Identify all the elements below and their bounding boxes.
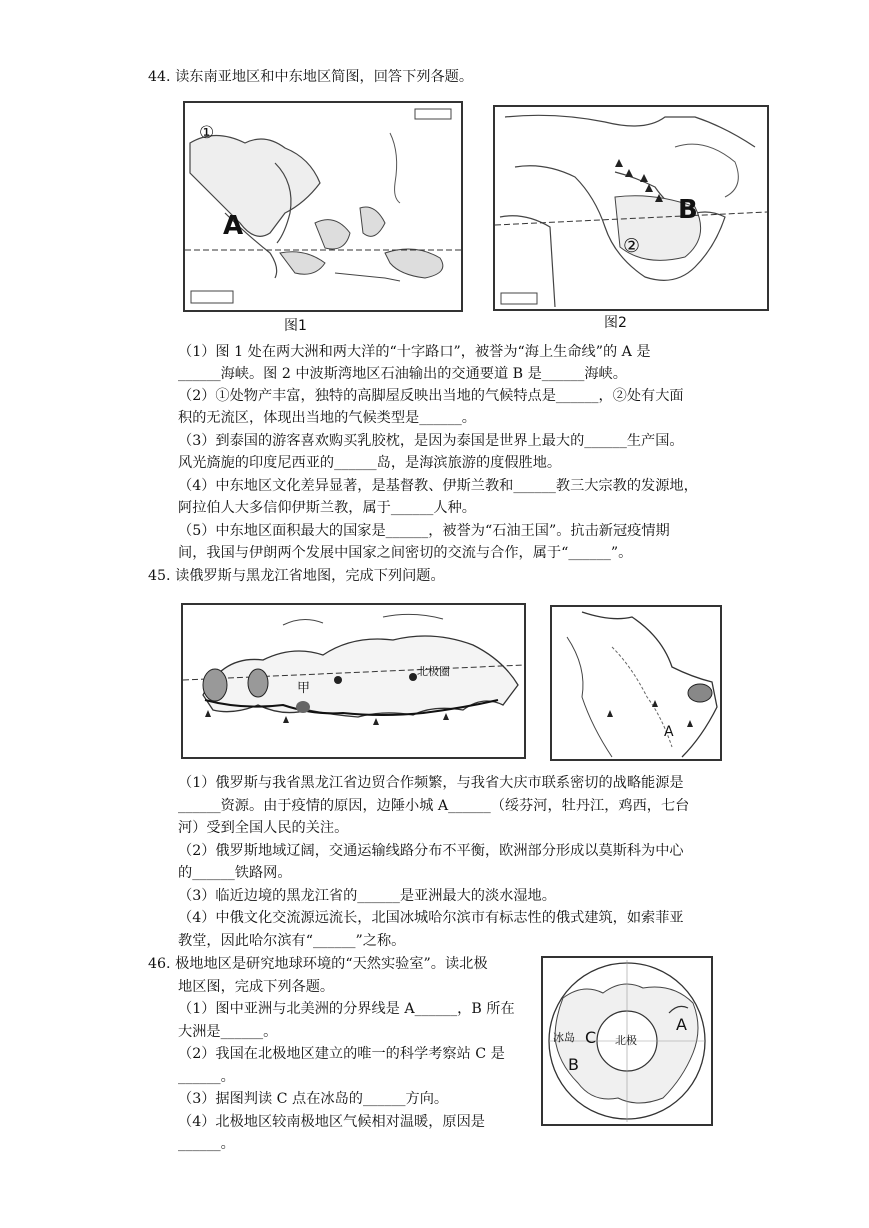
q46-line: （3）据图判读 C 点在冰岛的______方向。 [178,1091,449,1107]
russia-map-drawing [183,605,524,757]
q44-line: （2）①处物产丰富，独特的高脚屋反映出当地的气候特点是______，②处有大面 [178,388,684,404]
point-b-label: B [568,1055,579,1074]
q44-line: 积的无流区，体现出当地的气候类型是______。 [178,410,476,426]
iceland-label: 冰岛 [553,1031,575,1044]
q45-line: （1）俄罗斯与我省黑龙江省边贸合作频繁，与我省大庆市联系密切的战略能源是 [178,775,684,791]
q45-line: （3）临近边境的黑龙江省的______是亚洲最大的淡水湿地。 [178,888,556,904]
southeast-asia-map-drawing [185,103,461,310]
point-a-label: A [676,1015,687,1034]
q46-line: 大洲是______。 [178,1024,278,1040]
jia-label: 甲 [297,681,311,696]
southeast-asia-map [183,101,463,312]
north-pole-label: 北极 [615,1034,637,1047]
q45-line: （4）中俄文化交流源远流长，北国冰城哈尔滨市有标志性的俄式建筑，如索菲亚 [178,910,684,926]
point-a-label: A [223,211,244,241]
figure-1-caption: 图1 [284,318,307,334]
arctic-map [541,956,713,1126]
q45-line: 教堂，因此哈尔滨有“______”之称。 [178,933,406,949]
q44-line: 风光旖旎的印度尼西亚的______岛，是海滨旅游的度假胜地。 [178,455,562,471]
figure-2-caption: 图2 [604,315,627,331]
q44-line: （4）中东地区文化差异显著，是基督教、伊斯兰教和______教三大宗教的发源地， [178,478,698,494]
q46-line: ______。 [178,1069,235,1085]
region-1-label: ① [199,123,215,143]
q45-line: 河）受到全国人民的关注。 [178,820,349,836]
q46-line: （2）我国在北极地区建立的唯一的科学考察站 C 是 [178,1046,505,1062]
russia-map [181,603,526,759]
heilongjiang-map [550,605,722,761]
q44-line: （1）图 1 处在两大洲和两大洋的“十字路口”，被誉为“海上生命线”的 A 是 [178,344,651,360]
q46-line: ______。 [178,1136,235,1152]
q44-line: （3）到泰国的游客喜欢购买乳胶枕，是因为泰国是世界上最大的______生产国。 [178,433,684,449]
q45-stem: 45. 读俄罗斯与黑龙江省地图，完成下列问题。 [148,568,445,584]
q45-line: （2）俄罗斯地域辽阔，交通运输线路分布不平衡，欧洲部分形成以莫斯科为中心 [178,843,684,859]
q46-stem: 46. 极地地区是研究地球环境的“天然实验室”。读北极 [148,956,488,972]
strait-b-label: B [678,195,698,225]
q44-line: （5）中东地区面积最大的国家是______，被誉为“石油王国”。抗击新冠疫情期 [178,523,670,539]
q45-line: ______资源。由于疫情的原因，边陲小城 A______（绥芬河，牡丹江，鸡西，七台 [178,798,690,814]
q44-stem: 44. 读东南亚地区和中东地区简图，回答下列各题。 [148,69,474,85]
arctic-circle-label: 北极圈 [417,665,450,678]
middle-east-map-drawing [495,107,767,309]
q46-line: （1）图中亚洲与北美洲的分界线是 A______，B 所在 [178,1001,515,1017]
heilongjiang-map-drawing [552,607,720,759]
point-c-label: C [585,1028,597,1047]
region-2-label: ② [623,235,641,257]
middle-east-map [493,105,769,311]
q46-line: （4）北极地区较南极地区气候相对温暖，原因是 [178,1114,485,1130]
q46-line: 地区图，完成下列各题。 [178,979,335,995]
q44-line: 阿拉伯人大多信仰伊斯兰教，属于______人种。 [178,500,476,516]
q45-line: 的______铁路网。 [178,865,292,881]
point-a-label: A [664,724,674,740]
q44-line: 间，我国与伊朗两个发展中国家之间密切的交流与合作，属于“______”。 [178,545,633,561]
q44-line: ______海峡。图 2 中波斯湾地区石油输出的交通要道 B 是______海峡。 [178,366,627,382]
